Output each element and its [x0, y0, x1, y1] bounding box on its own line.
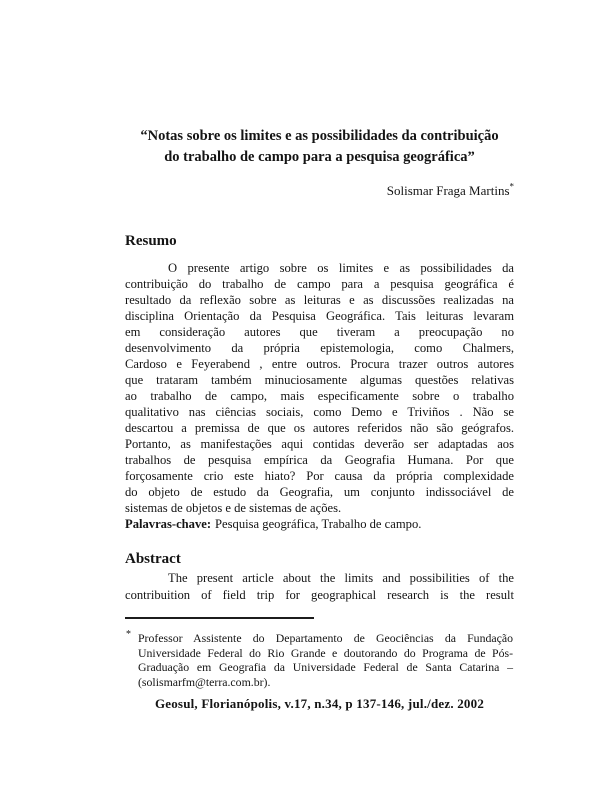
text-line: contribuition of field trip for geographical research is the result	[125, 587, 514, 602]
resumo-heading: Resumo	[125, 233, 177, 249]
footnote-separator-rule	[125, 617, 314, 619]
resumo-paragraph	[125, 260, 514, 516]
author-byline	[125, 183, 514, 199]
text-line: ao trabalho de campo, mais especificamente sobre o trabalho	[125, 389, 514, 403]
keywords-label: Palavras-chave:	[125, 517, 212, 531]
text-line: qualitativo nas ciências sociais, como Demo e Triviños . Não se	[125, 405, 514, 419]
text-line: sistemas de objetos e de sistemas de ações.	[125, 501, 342, 515]
text-line: do trabalho de campo para a pesquisa geográfica”	[164, 149, 475, 165]
footnote-mark: *	[126, 629, 131, 640]
journal-footer-citation: Geosul, Florianópolis, v.17, n.34, p 137-146, jul./dez. 2002	[154, 696, 485, 711]
text-line: Professor Assistente do Departamento de Geociências da Fundação	[138, 631, 513, 645]
text-line: Graduação em Geografia da Universidade Federal de Santa Catarina –	[138, 660, 513, 674]
footnote-text	[138, 631, 513, 689]
article-title	[125, 126, 514, 168]
text-line: em consideração autores que tiveram a preocupação no	[125, 325, 514, 339]
abstract-heading: Abstract	[125, 551, 181, 567]
text-line: trabalhos de pesquisa empírica da Geografia Humana. Por que	[125, 453, 514, 467]
text-line: disciplina Orientação da Pesquisa Geográfica. Tais leituras levaram	[125, 309, 514, 323]
footnote	[126, 629, 513, 689]
text-line: Universidade Federal do Rio Grande e doutorando do Programa de Pós-	[138, 645, 513, 660]
text-line: The present article about the limits and possibilities of the	[168, 571, 514, 585]
text-line: (solismarfm@terra.com.br).	[138, 674, 271, 689]
author-footnote-mark: *	[509, 181, 514, 192]
text-line: desenvolvimento da própria epistemologia, como Chalmers,	[125, 341, 514, 355]
keywords-line	[125, 517, 514, 532]
text-line: contribuição do trabalho de campo para a pesquisa geográfica é	[125, 277, 514, 291]
abstract-paragraph	[125, 570, 514, 603]
text-line: do objeto de estudo da Geografia, um conjunto indissociável de	[125, 485, 514, 499]
keywords-value: Pesquisa geográfica, Trabalho de campo.	[215, 517, 422, 531]
text-line: Portanto, as manifestações aqui contidas deverão ser adaptadas aos	[125, 437, 514, 451]
text-line: descartou a premissa de que os autores referidos não são geógrafos.	[125, 421, 514, 435]
text-line: que trataram também minuciosamente algumas questões relativas	[125, 373, 514, 387]
text-line: resultado da reflexão sobre as leituras e as discussões realizadas na	[125, 293, 514, 307]
text-line: Cardoso e Feyerabend , entre outros. Procura trazer outros autores	[125, 357, 514, 371]
author-name: Solismar Fraga Martins	[386, 183, 510, 198]
text-line: forçosamente crio este hiato? Por causa da própria complexidade	[125, 469, 514, 483]
text-line: O presente artigo sobre os limites e as possibilidades da	[168, 261, 514, 275]
text-line: “Notas sobre os limites e as possibilidades da contribuição	[140, 128, 499, 144]
